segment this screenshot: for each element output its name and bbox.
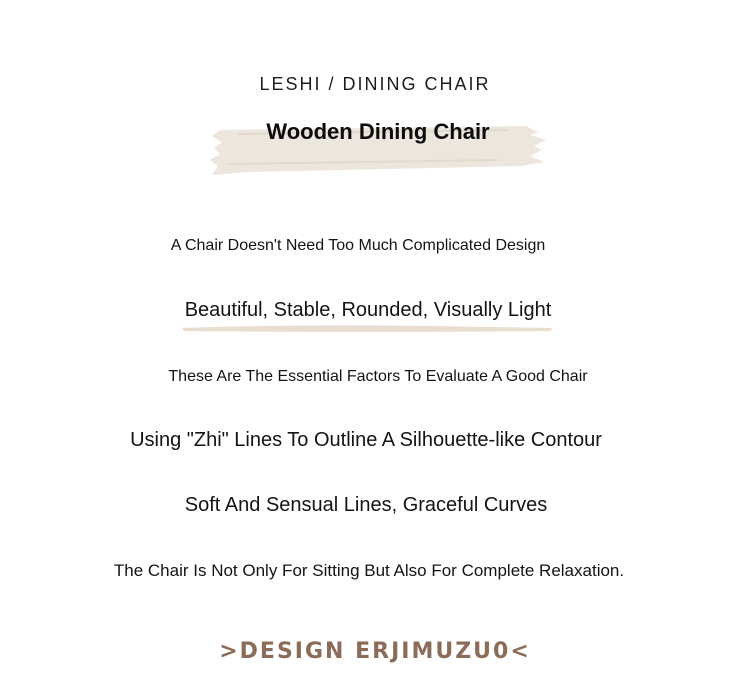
category-kicker: LESHI / DINING CHAIR (259, 74, 491, 94)
description-line-2: Beautiful, Stable, Rounded, Visually Light (184, 299, 552, 321)
page-title: Wooden Dining Chair (266, 119, 490, 144)
designer-signature: >DESIGN ERJIMUZU0< (219, 639, 531, 664)
description-line-3: These Are The Essential Factors To Evaluate A Good Chair (168, 368, 588, 385)
description-line-1: A Chair Doesn't Need Too Much Complicated Design (170, 237, 546, 254)
description-line-4: Using "Zhi" Lines To Outline A Silhouette-like Contour (130, 429, 602, 451)
description-line-6: The Chair Is Not Only For Sitting But Also For Complete Relaxation. (113, 561, 625, 580)
description-line-5: Soft And Sensual Lines, Graceful Curves (184, 494, 548, 516)
underline-stroke (180, 323, 555, 333)
